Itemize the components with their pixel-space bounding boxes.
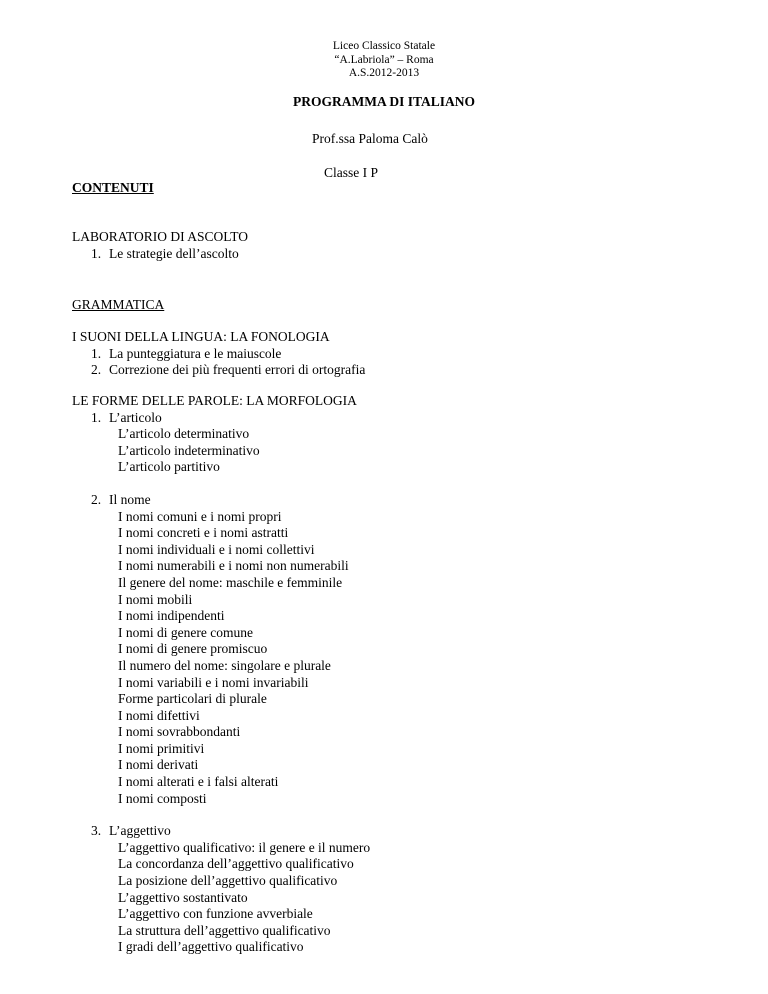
sub-item: I nomi variabili e i nomi invariabili xyxy=(118,674,309,690)
list-number: 1. xyxy=(91,245,102,261)
sub-item: I gradi dell’aggettivo qualificativo xyxy=(118,939,304,955)
sub-item: I nomi concreti e i nomi astratti xyxy=(118,525,289,541)
section-heading: I SUONI DELLA LINGUA: LA FONOLOGIA xyxy=(72,329,330,344)
list-label: Correzione dei più frequenti errori di ortografia xyxy=(109,362,366,378)
list-label: L’aggettivo xyxy=(109,823,171,839)
sub-item: La concordanza dell’aggettivo qualificativo xyxy=(118,856,354,872)
list-label: Il nome xyxy=(109,491,151,507)
sub-item: I nomi individuali e i nomi collettivi xyxy=(118,541,315,557)
sub-item: La posizione dell’aggettivo qualificativo xyxy=(118,873,338,889)
list-label: L’articolo xyxy=(109,409,162,425)
sub-item: La struttura dell’aggettivo qualificativo xyxy=(118,922,331,938)
list-item xyxy=(72,246,248,263)
list-item xyxy=(72,346,365,363)
list-number: 2. xyxy=(91,362,102,378)
sub-item: I nomi comuni e i nomi propri xyxy=(118,508,282,524)
list-item-nome xyxy=(72,492,370,509)
list-item xyxy=(72,362,365,379)
list-number: 1. xyxy=(91,409,102,425)
list-number: 1. xyxy=(91,345,102,361)
sub-item: L’aggettivo sostantivato xyxy=(118,889,248,905)
school-header xyxy=(0,40,768,81)
sub-item: Forme particolari di plurale xyxy=(118,691,267,707)
school-year: A.S.2012-2013 xyxy=(348,67,420,79)
sub-item: Il genere del nome: maschile e femminile xyxy=(118,574,343,590)
aggettivo-subitems xyxy=(72,840,370,956)
grammatica-heading: GRAMMATICA xyxy=(72,297,165,312)
sub-item: I nomi numerabili e i nomi non numerabili xyxy=(118,558,349,574)
list-number: 3. xyxy=(91,823,102,839)
sub-item: I nomi derivati xyxy=(118,757,199,773)
list-item-aggettivo xyxy=(72,823,370,840)
list-number: 2. xyxy=(91,491,102,507)
sub-item: L’articolo indeterminativo xyxy=(118,442,260,458)
sub-item: I nomi di genere promiscuo xyxy=(118,641,268,657)
class-label: Classe I P xyxy=(324,165,378,180)
list-label: Le strategie dell’ascolto xyxy=(109,245,239,261)
sub-item: L’aggettivo qualificativo: il genere e il numero xyxy=(118,839,371,855)
nome-subitems xyxy=(72,509,370,808)
sub-item: Il numero del nome: singolare e plurale xyxy=(118,657,331,673)
list-item-articolo xyxy=(72,410,370,427)
sub-item: I nomi primitivi xyxy=(118,740,205,756)
contenuti-heading: CONTENUTI xyxy=(72,180,154,195)
sub-item: L’articolo partitivo xyxy=(118,459,220,475)
section-morfologia xyxy=(72,393,370,956)
sub-item: I nomi alterati e i falsi alterati xyxy=(118,774,279,790)
sub-item: I nomi mobili xyxy=(118,591,193,607)
section-heading: LABORATORIO DI ASCOLTO xyxy=(72,229,249,244)
sub-item: L’articolo determinativo xyxy=(118,426,250,442)
section-fonologia xyxy=(72,329,365,379)
sub-item: I nomi difettivi xyxy=(118,707,200,723)
articolo-subitems xyxy=(72,426,370,476)
school-title: “A.Labriola” – Roma xyxy=(334,53,434,66)
sub-item: I nomi sovrabbondanti xyxy=(118,724,241,740)
sub-item: I nomi composti xyxy=(118,790,207,806)
section-ascolto xyxy=(72,229,248,262)
sub-item: L’aggettivo con funzione avverbiale xyxy=(118,906,313,922)
section-heading: LE FORME DELLE PAROLE: LA MORFOLOGIA xyxy=(72,393,357,408)
sub-item: I nomi indipendenti xyxy=(118,608,225,624)
list-label: La punteggiatura e le maiuscole xyxy=(109,345,282,361)
school-name: Liceo Classico Statale xyxy=(332,40,436,52)
page-title: PROGRAMMA DI ITALIANO xyxy=(293,94,475,109)
teacher-name: Prof.ssa Paloma Calò xyxy=(312,131,428,146)
sub-item: I nomi di genere comune xyxy=(118,624,253,640)
